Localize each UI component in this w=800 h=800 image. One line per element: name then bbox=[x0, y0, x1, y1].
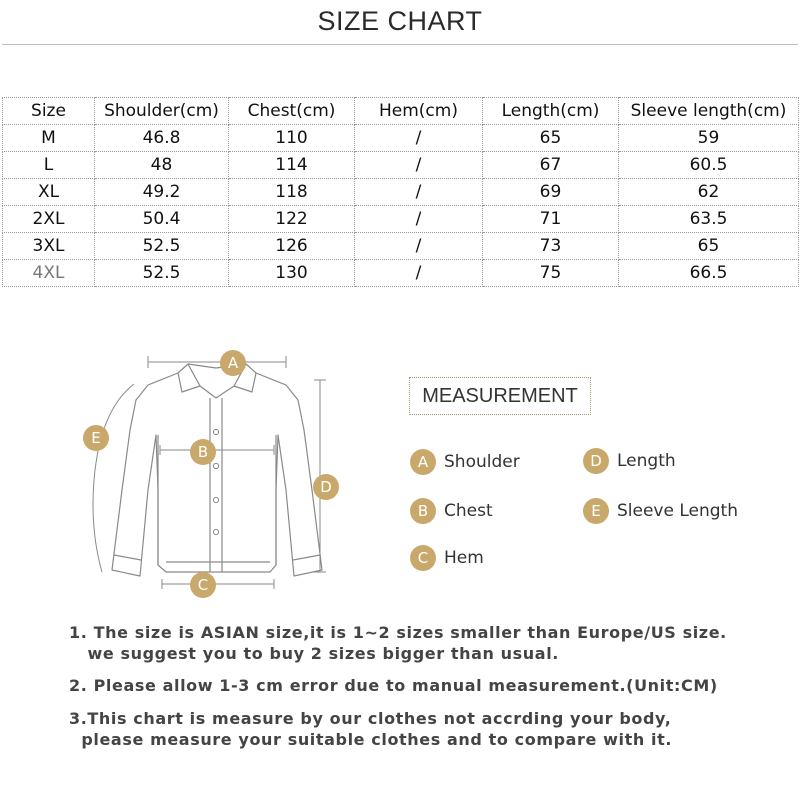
note-3-line-1: 3.This chart is measure by our clothes not accrding your body, bbox=[69, 709, 672, 728]
note-1-line-1: 1. The size is ASIAN size,it is 1~2 sizes smaller than Europe/US size. bbox=[69, 623, 727, 642]
cell-length: 75 bbox=[483, 260, 619, 287]
cell-shoulder: 48 bbox=[95, 152, 229, 179]
cell-length: 67 bbox=[483, 152, 619, 179]
table-header-row bbox=[3, 98, 799, 125]
cell-hem: / bbox=[355, 179, 483, 206]
measurement-title: MEASUREMENT bbox=[422, 385, 578, 407]
note-2: 2. Please allow 1-3 cm error due to manual measurement.(Unit:CM) bbox=[69, 676, 718, 695]
legend-sleeve-length-label: Sleeve Length bbox=[617, 501, 738, 521]
cell-shoulder: 46.8 bbox=[95, 125, 229, 152]
measurement-box bbox=[409, 377, 591, 415]
cell-size: XL bbox=[3, 179, 95, 206]
title-divider bbox=[2, 44, 798, 45]
cell-size: M bbox=[3, 125, 95, 152]
cell-sleeve-length: 65 bbox=[619, 233, 799, 260]
cell-hem: / bbox=[355, 206, 483, 233]
legend-c-badge: C bbox=[410, 545, 436, 571]
marker-c-badge: C bbox=[190, 572, 216, 598]
legend-hem-label: Hem bbox=[444, 548, 484, 568]
cell-size: 2XL bbox=[3, 206, 95, 233]
note-1-line-2: we suggest you to buy 2 sizes bigger than usual. bbox=[69, 644, 559, 663]
note-3-line-2: please measure your suitable clothes and to compare with it. bbox=[69, 730, 673, 749]
cell-size: 4XL bbox=[3, 260, 95, 287]
cell-hem: / bbox=[355, 233, 483, 260]
shirt-outline-illustration bbox=[60, 340, 360, 610]
cell-sleeve-length: 62 bbox=[619, 179, 799, 206]
cell-size: L bbox=[3, 152, 95, 179]
table-row bbox=[3, 233, 799, 260]
table-row bbox=[3, 260, 799, 287]
marker-a-badge: A bbox=[220, 350, 246, 376]
cell-chest: 130 bbox=[229, 260, 355, 287]
page-title: SIZE CHART bbox=[317, 6, 483, 36]
legend-a-badge: A bbox=[410, 449, 436, 475]
cell-length: 71 bbox=[483, 206, 619, 233]
marker-b-badge: B bbox=[190, 439, 216, 465]
size-table bbox=[2, 97, 799, 287]
shirt-diagram bbox=[60, 340, 360, 610]
header-shoulder: Shoulder(cm) bbox=[95, 98, 229, 125]
header-size: Size bbox=[3, 98, 95, 125]
legend-chest-label: Chest bbox=[444, 501, 493, 521]
header-sleeve-length: Sleeve length(cm) bbox=[619, 98, 799, 125]
cell-chest: 122 bbox=[229, 206, 355, 233]
cell-chest: 118 bbox=[229, 179, 355, 206]
cell-shoulder: 50.4 bbox=[95, 206, 229, 233]
cell-chest: 114 bbox=[229, 152, 355, 179]
cell-chest: 126 bbox=[229, 233, 355, 260]
cell-sleeve-length: 66.5 bbox=[619, 260, 799, 287]
header-length: Length(cm) bbox=[483, 98, 619, 125]
cell-hem: / bbox=[355, 125, 483, 152]
cell-shoulder: 49.2 bbox=[95, 179, 229, 206]
table-row bbox=[3, 206, 799, 233]
table-row bbox=[3, 179, 799, 206]
legend-shoulder-label: Shoulder bbox=[444, 452, 520, 472]
legend-length-label: Length bbox=[617, 451, 676, 471]
header-chest: Chest(cm) bbox=[229, 98, 355, 125]
table-row bbox=[3, 125, 799, 152]
cell-hem: / bbox=[355, 260, 483, 287]
cell-length: 69 bbox=[483, 179, 619, 206]
marker-d-badge: D bbox=[313, 474, 339, 500]
legend-b-badge: B bbox=[410, 498, 436, 524]
cell-length: 73 bbox=[483, 233, 619, 260]
legend-e-badge: E bbox=[583, 498, 609, 524]
cell-sleeve-length: 60.5 bbox=[619, 152, 799, 179]
cell-shoulder: 52.5 bbox=[95, 233, 229, 260]
cell-size: 3XL bbox=[3, 233, 95, 260]
header-hem: Hem(cm) bbox=[355, 98, 483, 125]
cell-shoulder: 52.5 bbox=[95, 260, 229, 287]
cell-sleeve-length: 63.5 bbox=[619, 206, 799, 233]
cell-sleeve-length: 59 bbox=[619, 125, 799, 152]
legend-d-badge: D bbox=[583, 448, 609, 474]
table-row bbox=[3, 152, 799, 179]
cell-hem: / bbox=[355, 152, 483, 179]
cell-chest: 110 bbox=[229, 125, 355, 152]
marker-e-badge: E bbox=[83, 425, 109, 451]
cell-length: 65 bbox=[483, 125, 619, 152]
